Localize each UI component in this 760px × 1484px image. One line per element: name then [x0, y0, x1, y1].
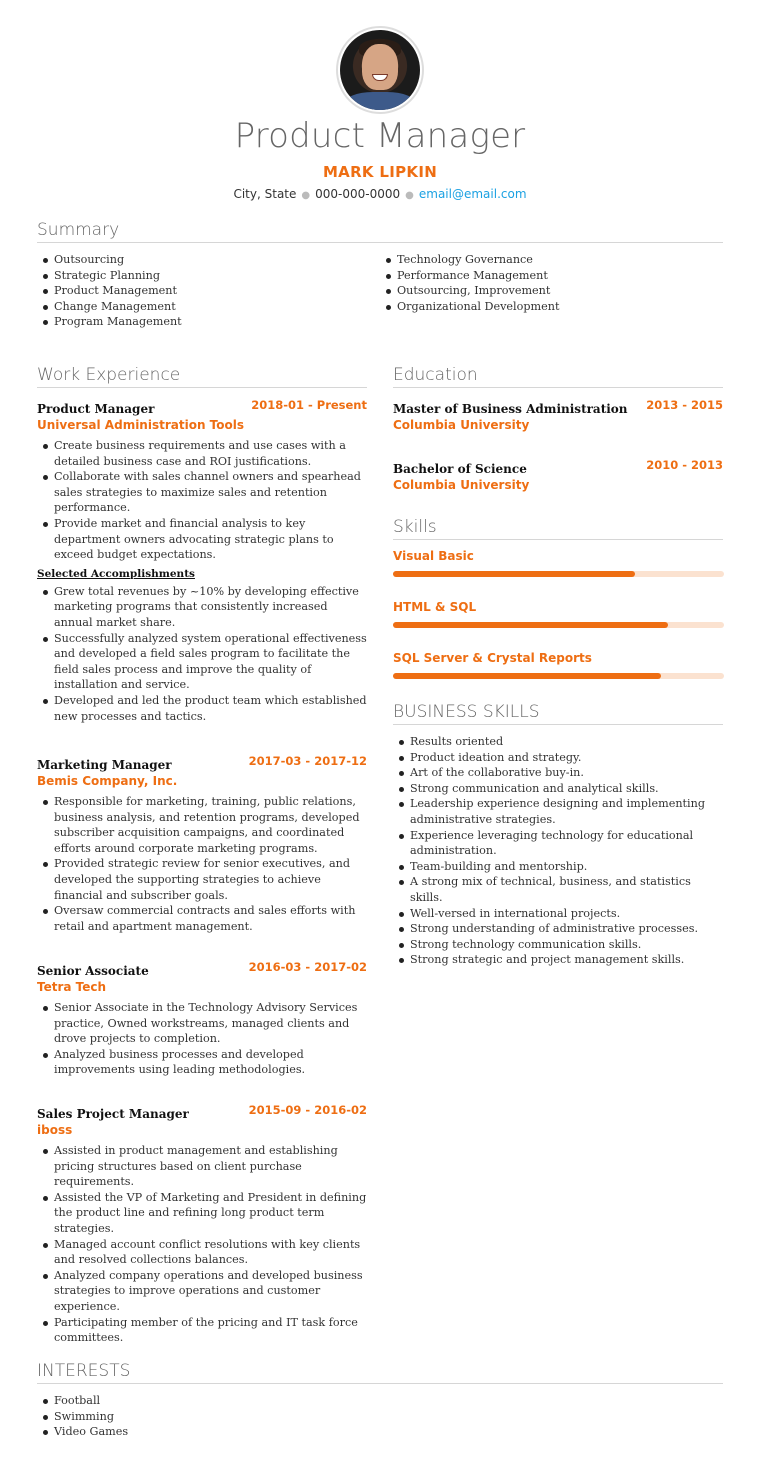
job-bullets [37, 794, 367, 934]
skills-heading: Skills [393, 517, 723, 540]
job-dates: 2016-03 - 2017-02 [248, 960, 367, 974]
phone: 000-000-0000 [315, 187, 401, 201]
summary-list-left [37, 252, 367, 330]
contact-line [0, 187, 760, 201]
list-item: Assisted in product management and establishing pricing structures based on client purchase requirements. [37, 1143, 367, 1190]
job-dates: 2015-09 - 2016-02 [248, 1103, 367, 1117]
job-entry [37, 754, 367, 934]
list-item: Football [37, 1393, 367, 1409]
list-item: Swimming [37, 1409, 367, 1425]
list-item: Change Management [37, 299, 367, 315]
skill-item [393, 549, 724, 577]
list-item: A strong mix of technical, business, and statistics skills. [393, 874, 723, 905]
list-item: Managed account conflict resolutions with key clients and resolved collections balances. [37, 1237, 367, 1268]
skill-name: Visual Basic [393, 549, 474, 563]
school: Columbia University [393, 418, 530, 432]
accomplishments-list [37, 584, 367, 724]
list-item: Responsible for marketing, training, public relations, business analysis, and retention programs, developed subscriber acquisition campaigns, and coordinated efforts around corporate marketing programs. [37, 794, 367, 856]
interests-heading: INTERESTS [37, 1361, 723, 1384]
accomplishments-title: Selected Accomplishments [37, 567, 195, 580]
business-skills-list [393, 734, 723, 968]
list-item: Oversaw commercial contracts and sales efforts with retail and apartment management. [37, 903, 367, 934]
job-company: Universal Administration Tools [37, 418, 245, 432]
location: City, State [233, 187, 297, 201]
job-company: iboss [37, 1123, 73, 1137]
education-years: 2013 - 2015 [646, 398, 723, 412]
list-item: Strong communication and analytical skills. [393, 781, 723, 797]
list-item: Results oriented [393, 734, 723, 750]
avatar-shirt [344, 92, 416, 110]
skill-item [393, 600, 724, 628]
job-title: Product Manager [37, 402, 155, 416]
list-item: Outsourcing, Improvement [380, 283, 710, 299]
job-company: Tetra Tech [37, 980, 107, 994]
list-item: Create business requirements and use cases with a detailed business case and ROI justifications. [37, 438, 367, 469]
degree: Master of Business Administration [393, 402, 628, 416]
list-item: Strong understanding of administrative processes. [393, 921, 723, 937]
list-item: Product Management [37, 283, 367, 299]
job-company: Bemis Company, Inc. [37, 774, 178, 788]
list-item: Successfully analyzed system operational effectiveness and developed a field sales program to facilitate the field sales process and improve the quality of installation and service. [37, 631, 367, 693]
school: Columbia University [393, 478, 530, 492]
list-item: Collaborate with sales channel owners and spearhead sales strategies to maximize sales and retention performance. [37, 469, 367, 516]
list-item: Outsourcing [37, 252, 367, 268]
separator-dot: ● [405, 190, 414, 201]
skill-item [393, 651, 724, 679]
list-item: Analyzed company operations and developed business strategies to improve operations and customer experience. [37, 1268, 367, 1315]
list-item: Senior Associate in the Technology Advisory Services practice, Owned workstreams, managed clients and drove projects to completion. [37, 1000, 367, 1047]
list-item: Developed and led the product team which established new processes and tactics. [37, 693, 367, 724]
job-bullets [37, 1143, 367, 1346]
list-item: Performance Management [380, 268, 710, 284]
skill-name: HTML & SQL [393, 600, 477, 614]
education-entry [393, 398, 723, 438]
skill-level-fill [393, 571, 635, 577]
degree: Bachelor of Science [393, 462, 527, 476]
resume-title: Product Manager [234, 116, 526, 156]
education-years: 2010 - 2013 [646, 458, 723, 472]
separator-dot: ● [301, 190, 311, 201]
skill-level-bar [393, 622, 724, 628]
list-item: Leadership experience designing and implementing administrative strategies. [393, 796, 723, 827]
summary-heading: Summary [37, 220, 723, 243]
profile-photo [336, 26, 424, 114]
list-item: Provided strategic review for senior executives, and developed the supporting strategies to achieve financial and subscriber goals. [37, 856, 367, 903]
list-item: Participating member of the pricing and IT task force committees. [37, 1315, 367, 1346]
skill-name: SQL Server & Crystal Reports [393, 651, 592, 665]
list-item: Grew total revenues by ~10% by developing effective marketing programs that consistently increased annual market share. [37, 584, 367, 631]
list-item: Strong strategic and project management skills. [393, 952, 723, 968]
interests-list [37, 1393, 367, 1440]
job-title: Senior Associate [37, 964, 149, 978]
list-item: Well-versed in international projects. [393, 906, 723, 922]
job-entry [37, 1103, 367, 1346]
list-item: Strong technology communication skills. [393, 937, 723, 953]
work-experience-heading: Work Experience [37, 365, 367, 388]
job-dates: 2017-03 - 2017-12 [248, 754, 367, 768]
list-item: Art of the collaborative buy-in. [393, 765, 723, 781]
business-skills-heading: BUSINESS SKILLS [393, 702, 723, 725]
list-item: Team-building and mentorship. [393, 859, 723, 875]
job-bullets [37, 1000, 367, 1078]
job-dates: 2018-01 - Present [251, 398, 367, 412]
skill-level-bar [393, 673, 724, 679]
list-item: Strategic Planning [37, 268, 367, 284]
skill-level-fill [393, 673, 661, 679]
job-bullets [37, 438, 367, 563]
skill-level-fill [393, 622, 668, 628]
list-item: Program Management [37, 314, 367, 330]
summary-list-right [380, 252, 710, 314]
job-entry [37, 398, 367, 724]
list-item: Video Games [37, 1424, 367, 1440]
candidate-name: MARK LIPKIN [322, 163, 438, 181]
list-item: Assisted the VP of Marketing and President in defining the product line and refining long product term strategies. [37, 1190, 367, 1237]
list-item: Technology Governance [380, 252, 710, 268]
list-item: Experience leveraging technology for educational administration. [393, 828, 723, 859]
list-item: Product ideation and strategy. [393, 750, 723, 766]
email-link[interactable]: email@email.com [418, 187, 527, 201]
list-item: Analyzed business processes and developed improvements using leading methodologies. [37, 1047, 367, 1078]
avatar [340, 30, 420, 110]
avatar-face [362, 44, 398, 90]
skill-level-bar [393, 571, 724, 577]
list-item: Organizational Development [380, 299, 710, 315]
job-title: Sales Project Manager [37, 1107, 189, 1121]
job-title: Marketing Manager [37, 758, 172, 772]
education-heading: Education [393, 365, 723, 388]
job-entry [37, 960, 367, 1078]
education-entry [393, 458, 723, 498]
list-item: Provide market and financial analysis to key department owners advocating strategic plans to exceed budget expectations. [37, 516, 367, 563]
